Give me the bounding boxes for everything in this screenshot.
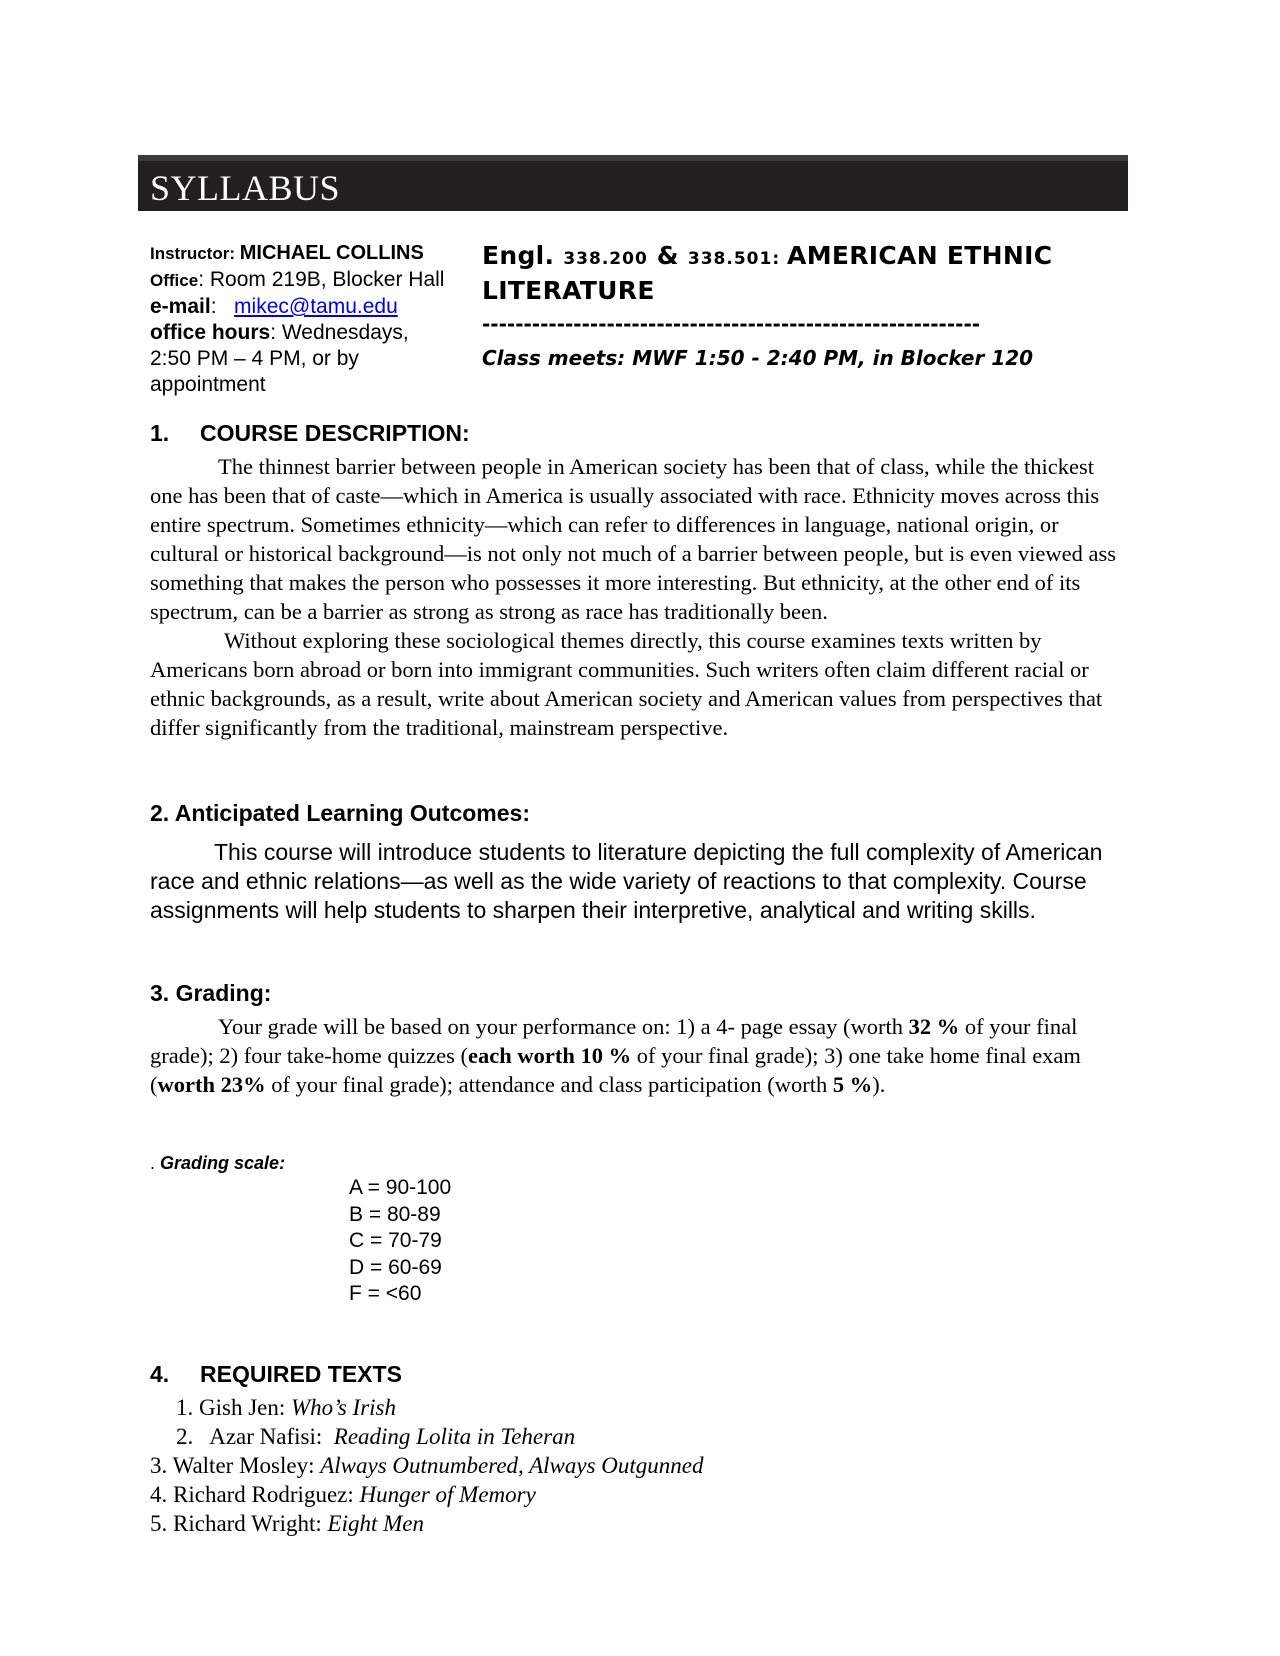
required-texts-heading xyxy=(150,1361,402,1388)
section-title: REQUIRED TEXTS xyxy=(200,1361,402,1387)
grading-text: of your final grade); 2) four take-home quizzes ( xyxy=(150,1014,1078,1068)
grading-text: ). xyxy=(872,1072,886,1097)
section-number: 4. xyxy=(150,1361,170,1387)
email-link[interactable]: mikec@tamu.edu xyxy=(234,295,398,318)
item-author: Azar Nafisi: xyxy=(209,1424,334,1449)
item-author: Richard Rodriguez: xyxy=(173,1482,360,1507)
item-number: 5. xyxy=(150,1511,168,1536)
instructor-info xyxy=(150,240,450,398)
grading-description xyxy=(150,1012,1125,1099)
dash-divider: ------------------------------------------------------------ xyxy=(482,312,981,336)
item-number: 1. xyxy=(176,1395,194,1420)
syllabus-banner xyxy=(138,155,1128,211)
item-author: Richard Wright: xyxy=(173,1511,328,1536)
scale-row: D = 60-69 xyxy=(349,1255,442,1279)
item-title: Who’s Irish xyxy=(291,1395,397,1420)
course-info xyxy=(482,240,1122,370)
grading-scale xyxy=(349,1175,451,1308)
course-description xyxy=(150,452,1125,742)
item-title: Reading Lolita in Teheran xyxy=(333,1424,576,1449)
office-value: : Room 219B, Blocker Hall xyxy=(198,268,445,291)
paragraph: This course will introduce students to literature depicting the full complexity of American race and ethnic relations—as well as the wide variety of reactions to that complexity. Course assignments will help students to sharpen their interpretive, analytical and writing skills. xyxy=(150,839,1103,923)
paragraph xyxy=(150,1012,1125,1099)
learning-outcomes-heading: 2. Anticipated Learning Outcomes: xyxy=(150,800,530,826)
list-item xyxy=(150,1509,704,1538)
grading-bold: 32 % xyxy=(908,1014,960,1039)
required-texts-list xyxy=(150,1393,704,1538)
grading-text: of your final grade); 3) one take home final exam ( xyxy=(150,1043,1081,1097)
hours-value: : Wednesdays, 2:50 PM – 4 PM, or by appointment xyxy=(150,321,409,396)
item-number: 2. xyxy=(176,1424,194,1449)
hours-label: office hours xyxy=(150,321,271,344)
paragraph: The thinnest barrier between people in American society has been that of class, while the thickest one has been that of caste—which in America is usually associated with race. Ethnicity moves across this entire spectrum. Sometimes ethnicity—which can refer to differences in language, national origin, or cultural or historical background—is not only not much of a barrier between people, but is even viewed ass something that makes the person who possesses it more interesting. But ethnicity, at the other end of its spectrum, can be a barrier as strong as strong as race has traditionally been. xyxy=(150,454,1116,624)
item-number: 4. xyxy=(150,1482,168,1507)
grading-heading: 3. Grading: xyxy=(150,980,272,1006)
item-author: Walter Mosley: xyxy=(172,1453,321,1478)
instructor-label: Instructor: xyxy=(150,244,240,263)
course-description-heading xyxy=(150,420,470,447)
email-label: e-mail xyxy=(150,295,211,318)
course-number-1: 338.200 xyxy=(563,249,648,269)
list-item xyxy=(150,1422,704,1451)
grading-text: of your final grade); attendance and class participation (worth xyxy=(265,1072,833,1097)
grading-bold: 5 % xyxy=(832,1072,873,1097)
scale-row: B = 80-89 xyxy=(349,1202,441,1226)
course-name: AMERICAN ETHNIC LITERATURE xyxy=(482,241,1053,305)
grading-scale-label xyxy=(150,1153,285,1174)
learning-outcomes xyxy=(150,838,1125,925)
paragraph: Without exploring these sociological themes directly, this course examines texts written by Americans born abroad or born into immigrant communities. Such writers often claim different racial or ethnic backgrounds, as a result, write about American society and American values from perspectives that differ significantly from the traditional, mainstream perspective. xyxy=(150,628,1103,740)
scale-row: F = <60 xyxy=(349,1282,422,1305)
course-amp: & xyxy=(647,241,688,270)
instructor-line xyxy=(150,240,450,267)
item-title: Always Outnumbered, Always Outgunned xyxy=(320,1453,704,1478)
list-item xyxy=(150,1480,704,1509)
scale-label-text: Grading scale: xyxy=(160,1153,286,1173)
section-title: COURSE DESCRIPTION: xyxy=(200,420,470,446)
list-item xyxy=(150,1451,704,1480)
email-line xyxy=(150,294,450,320)
item-number: 3. xyxy=(150,1453,168,1478)
item-title: Hunger of Memory xyxy=(359,1482,536,1507)
email-sep: : xyxy=(210,295,235,318)
list-item xyxy=(150,1393,704,1422)
item-author: Gish Jen: xyxy=(199,1395,291,1420)
class-meets: Class meets: MWF 1:50 - 2:40 PM, in Blocker 120 xyxy=(482,346,1034,370)
course-title xyxy=(482,240,1122,306)
hours-line xyxy=(150,320,450,398)
scale-row: C = 70-79 xyxy=(349,1229,442,1252)
section-number: 1. xyxy=(150,420,170,446)
page-title: SYLLABUS xyxy=(150,168,341,208)
scale-prefix: . xyxy=(150,1153,161,1173)
item-title: Eight Men xyxy=(327,1511,424,1536)
grading-bold: worth 23% xyxy=(157,1072,266,1097)
course-colon: : xyxy=(772,249,788,269)
office-label: Office xyxy=(150,271,199,290)
course-number-2: 338.501 xyxy=(687,249,773,269)
grading-bold: each worth 10 % xyxy=(467,1043,632,1068)
instructor-name: MICHAEL COLLINS xyxy=(239,242,424,264)
office-line xyxy=(150,267,450,294)
scale-row: A = 90-100 xyxy=(349,1176,452,1199)
course-prefix: Engl. xyxy=(482,241,564,270)
grading-text: Your grade will be based on your performance on: 1) a 4- page essay (worth xyxy=(218,1014,909,1039)
